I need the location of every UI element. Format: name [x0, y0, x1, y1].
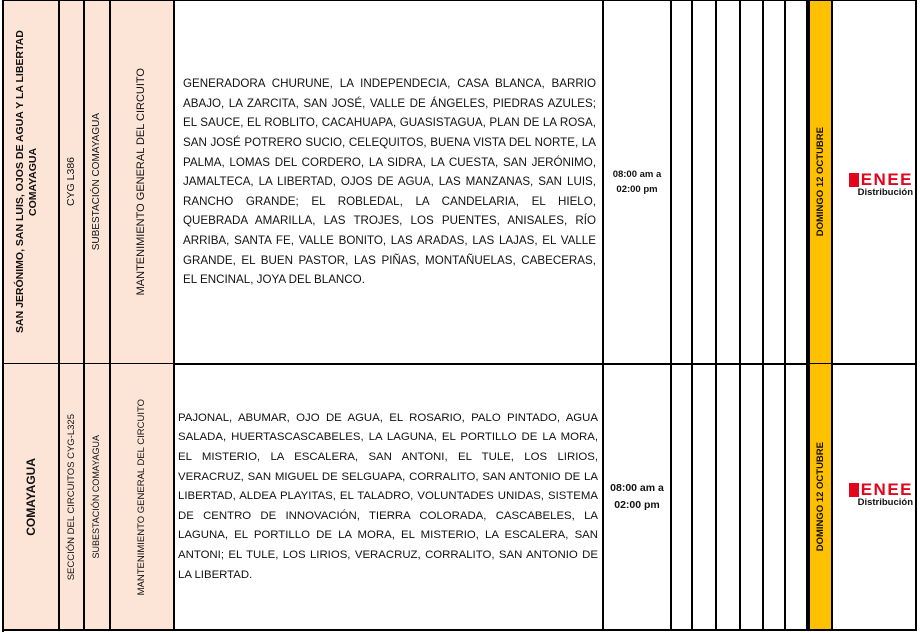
- empty-cell: [741, 364, 764, 630]
- enee-mark-icon: [849, 483, 859, 497]
- date-label: DOMINGO 12 OCTUBRE: [814, 442, 826, 552]
- substation-cell: [85, 364, 111, 630]
- time-start: 08:00 am a: [610, 482, 664, 494]
- location-cell: [4, 364, 60, 630]
- table-row: [4, 364, 917, 630]
- enee-logo: ENEE Distribución: [833, 172, 915, 198]
- circuit-label: SECCIÓN DEL CIRCUITOS CYG-L325: [65, 413, 77, 581]
- work-label: MANTENIMIENTO GENERAL DEL CIRCUITO: [135, 68, 148, 296]
- table-top-border: [4, 0, 917, 1]
- empty-cell: [693, 0, 717, 364]
- enee-mark-icon: [849, 173, 859, 187]
- logo-cell: [833, 0, 917, 364]
- location-label: COMAYAGUA: [23, 458, 38, 536]
- affected-areas-cell: [175, 364, 604, 630]
- circuit-cell: [60, 364, 85, 630]
- time-cell: [604, 364, 672, 630]
- empty-cell: [786, 0, 808, 364]
- time-end: 02:00 pm: [614, 499, 660, 511]
- empty-cell: [693, 364, 717, 630]
- affected-areas-text: GENERADORA CHURUNE, LA INDEPENDECIA, CASA BLANCA, BARRIO ABAJO, LA ZARCITA, SAN JOSÉ, VALLE DE ÁNGELES, PIEDRAS AZULES; EL SAUCE, EL ROBLITO, CACAHUAPA, GUASISTAGUA, PLAN DE LA ROSA, SAN JOSÉ POTRERO SUCIO, CELEQUITOS, BUENA VISTA DEL NORTE, LA PALMA, LOMAS DEL CORDERO, LA SIDRA, LA CUESTA, SAN JERÓNIMO, JAMALTECA, LA LIBERTAD, OJOS DE AGUA, LAS MANZANAS, SAN LUIS, RANCHO GRANDE; EL ROBLEDAL, LA CANDELARIA, EL HIELO, QUEBRADA AMARILLA, LAS TROJES, LOS PUENTES, ANISALES, RÍO ARRIBA, SANTA FE, VALLE BONITO, LAS ARADAS, LAS LAJAS, EL VALLE GRANDE, EL BUEN PASTOR, LAS PIÑAS, MONTAÑUELAS, CABECERAS, EL ENCINAL, JOYA DEL BLANCO.: [183, 77, 596, 287]
- circuit-cell: [60, 0, 85, 364]
- substation-cell: [85, 0, 111, 364]
- substation-label: SUBESTACIÓN COMAYAGUA: [91, 435, 102, 559]
- time-end: 02:00 pm: [616, 184, 658, 195]
- empty-cell: [786, 364, 808, 630]
- enee-logo: ENEE Distribución: [833, 482, 915, 508]
- date-label: DOMINGO 12 OCTUBRE: [814, 127, 826, 237]
- logo-cell: [833, 364, 917, 630]
- date-cell: [808, 0, 833, 364]
- affected-areas-cell: [175, 0, 604, 364]
- work-label: MANTENIMIENTO GENERAL DEL CIRCUITO: [136, 398, 148, 596]
- empty-cell: [672, 0, 693, 364]
- table-bottom-border: [4, 629, 917, 631]
- time-cell: [604, 0, 672, 364]
- empty-cell: [672, 364, 693, 630]
- empty-cell: [741, 0, 764, 364]
- table-right-border: [915, 0, 917, 631]
- location-label: SAN JERÓNIMO, SAN LUIS, OJOS DE AGUA Y LA LIBERTAD COMAYAGUA: [14, 30, 40, 334]
- empty-cell: [764, 364, 786, 630]
- affected-areas-text: PAJONAL, ABUMAR, OJO DE AGUA, EL ROSARIO, PALO PINTADO, AGUA SALADA, HUERTASCASCABELES, LA LAGUNA, EL PORTILLO DE LA MORA, EL MISTERIO, LA ESCALERA, SAN ANTONI, EL TULE, LOS LIRIOS, VERACRUZ, SAN MIGUEL DE SELGUAPA, CORRALITO, SAN ANTONIO DE LA LIBERTAD, ALDEA PLAYITAS, EL TALADRO, VOLUNTADES UNIDAS, SISTEMA DE CENTRO DE INNOVACIÓN, TIERRA COLORADA, CASCABELES, LA LAGUNA, EL PORTILLO DE LA MORA, EL MISTERIO, LA ESCALERA, SAN ANTONI; EL TULE, LOS LIRIOS, VERACRUZ, CORRALITO, SAN ANTONIO DE LA LIBERTAD.: [178, 411, 598, 581]
- empty-cell: [764, 0, 786, 364]
- date-cell: [808, 364, 833, 630]
- substation-label: SUBESTACIÓN COMAYAGUA: [90, 113, 102, 251]
- circuit-label: CYG L386: [64, 157, 77, 207]
- work-cell: [111, 0, 175, 364]
- location-cell: [4, 0, 60, 364]
- empty-cell: [717, 364, 741, 630]
- empty-cell: [717, 0, 741, 364]
- time-start: 08:00 am a: [612, 169, 662, 180]
- table-row: [4, 0, 917, 364]
- work-cell: [111, 364, 175, 630]
